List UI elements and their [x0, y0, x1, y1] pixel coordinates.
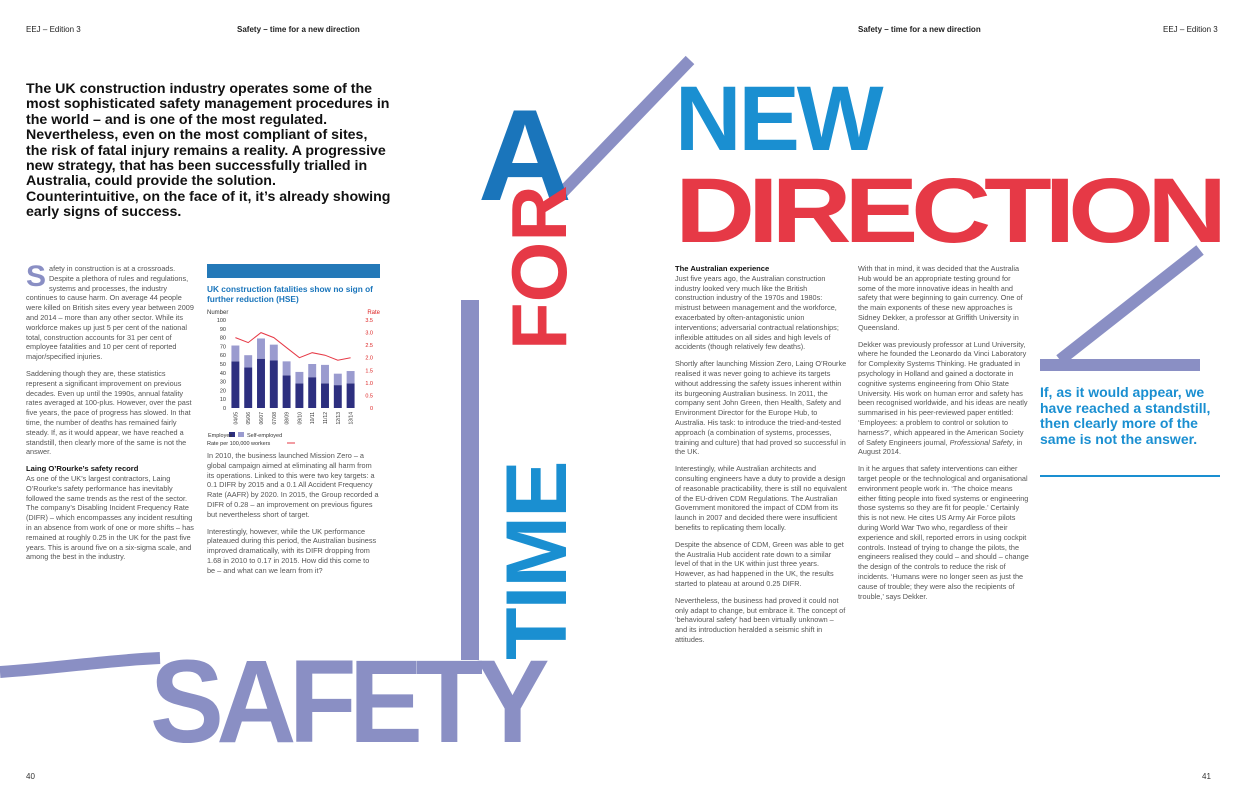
- col3-paragraph-2: Shortly after launching Mission Zero, Laing O’Rourke realised it was never going to achieve its targets without addressing the safety issues inherent within its burgeoning Australian business. In 2011, the company sent John Green, then Health, Safety and Environment Director for the Europe Hub, to Australia. His task: to introduce the tried-and-tested approach (a combination of systems, processes, training and culture) that had proved so successful in the UK.: [675, 359, 847, 457]
- ribbon-stroke: [560, 60, 690, 195]
- intro-standfirst: The UK construction industry operates some of the most sophisticated safety management procedures in the world – and is one of the most regulated. Nevertheless, even on the most compliant of sites, the risk of fatal injury remains a reality. A progressive new strategy, that has been successfully trialled in Australia, could provide the solution. Counterintuitive, on the face of it, it’s already showing early signs of success.: [26, 81, 391, 221]
- chart-xtick: 07/08: [271, 412, 278, 425]
- chart-ytick: 70: [219, 344, 226, 351]
- chart-bar-employee: [347, 383, 355, 408]
- chart-legend-swatch-self-employed: [238, 432, 244, 437]
- chart-bar-self-employed: [321, 365, 329, 383]
- chart-rate-line: [235, 333, 350, 361]
- column-3: [675, 264, 847, 652]
- drop-cap: S: [26, 260, 47, 293]
- chart-xtick: 10/11: [310, 412, 317, 425]
- chart-bar-self-employed: [295, 372, 303, 383]
- chart-xtick: 12/13: [335, 412, 342, 425]
- chart-ytick: 90: [219, 326, 226, 333]
- ribbon-stroke: [1060, 250, 1200, 360]
- chart-title: UK construction fatalities show no sign of further reduction (HSE): [207, 284, 373, 304]
- page-number-right: 41: [1202, 772, 1211, 781]
- chart-bar-employee: [308, 377, 316, 408]
- chart-bar-employee: [270, 360, 278, 408]
- left-edition-label: EEJ – Edition 3: [26, 25, 81, 34]
- fatalities-chart-box: [207, 264, 380, 446]
- col4-paragraph-2: Dekker was previously professor at Lund University, where he founded the Leonardo da Vinci Laboratory for Complexity Systems Thinking. He graduated in psychology in Holland and gained a doctorate in cognitive systems engineering from Ohio State University. His work on human error and safety has been recognised worldwide, and his ideas are neatly summarised in his peer-reviewed paper entitled: ‘Employees: a problem to control or solution to harness?’, which appeared in the American Society of Safety Engineers journal, Professional Safety, in August 2014.: [858, 339, 1028, 457]
- chart-bar-self-employed: [231, 346, 239, 362]
- col3-paragraph-1: Just five years ago, the Australian construction industry looked very much like the British construction industry of the 1970s and 1980s: mistrust between management and the workforce, exacerbated by often-antagonistic union interventions; adversarial contractual relationships; inflexible attitudes on all sides and high levels of accidents (though relatively few deaths).: [675, 273, 839, 352]
- chart-xtick: 06/07: [259, 412, 265, 425]
- chart-y2label: Rate: [367, 310, 380, 316]
- chart-bar-self-employed: [257, 338, 265, 358]
- right-edition-label: EEJ – Edition 3: [1163, 25, 1218, 34]
- pull-quote-rule: [1040, 475, 1220, 477]
- chart-ytick: 0: [222, 406, 226, 412]
- chart-bar-employee: [257, 359, 265, 408]
- chart-ytick: 30: [219, 379, 226, 386]
- chart-ytick: 50: [219, 362, 226, 368]
- chart-legend-employee: Employee: [208, 433, 233, 439]
- chart-bar-self-employed: [308, 364, 316, 377]
- chart-svg: [207, 306, 380, 446]
- chart-bar-employee: [231, 361, 239, 408]
- chart-legend-rate: Rate per 100,000 workers: [207, 441, 271, 446]
- chart-bar-employee: [244, 368, 252, 408]
- chart-xtick: 13/14: [348, 412, 355, 425]
- headline-word-safety: SAFETY: [150, 636, 548, 768]
- col3-paragraph-4: Despite the absence of CDM, Green was able to get the Australia Hub accident rate down to a similar level of that in the UK within just three years. However, as had happened in the UK, the results started to plateau at around 0.25 DIFR.: [675, 539, 844, 588]
- chart-bar-self-employed: [244, 355, 252, 367]
- left-running-title: Safety – time for a new direction: [237, 25, 360, 34]
- ribbon-stroke: [0, 658, 160, 672]
- chart-y2tick: 0: [369, 406, 373, 412]
- chart-ytick: 20: [219, 388, 226, 395]
- chart-y2tick: 1.0: [365, 380, 373, 387]
- col2-paragraph-1: In 2010, the business launched Mission Zero – a global campaign aimed at eliminating all harm from its operations. Linked to this were two key targets: a 0.1 DIFR by 2015 and a 0.1 All Accident Frequency Rate (AAFR) by 2020. In 2015, the Group recorded a DIFR of 0.28 – an improvement on previous figures but nevertheless short of target.: [207, 451, 379, 519]
- chart-bar-self-employed: [334, 374, 342, 385]
- chart-ytick: 40: [219, 370, 226, 377]
- col4-paragraph-3: In it he argues that safety interventions can either target people or the technological and organisational environment people work in. ‘The choice means either fitting people into fixed systems or engineering those systems so they are fit for people.’ Certainly this is not new. He cites US Army Air Force pilots during World War Two who, regardless of their experience and skill, reported errors in using cockpit controls. Instead of trying to change the pilots, the engineers realised they could – and should – change the design of the controls to reduce the risk of incidents. ‘Humans were no longer seen as just the cause of trouble; they were also the recipients of trouble,’ says Dekker.: [858, 464, 1029, 601]
- journal-title: Professional Safety: [949, 437, 1013, 447]
- col3-paragraph-5: Nevertheless, the business had proved it could not only adapt to change, but embrace it. The concept of ‘behavioural safety’ had been virtually unknown – and its introduction heralded a seismic shift in attitudes.: [675, 595, 846, 644]
- chart-ytick: 100: [216, 318, 226, 324]
- headline-word-time: TIME: [489, 462, 585, 660]
- pull-quote: If, as it would appear, we have reached a standstill, then clearly more of the same is not the answer.: [1040, 384, 1211, 447]
- col2-paragraph-2: Interestingly, however, while the UK performance plateaued during this period, the Australian business improved dramatically, with its DIFR dropping from 1.68 in 2010 to 0.17 in 2015. How did this come to be – and what can we learn from it?: [207, 526, 377, 575]
- chart-bar-self-employed: [270, 345, 278, 361]
- chart-xtick: 09/10: [297, 412, 304, 425]
- column-2: [207, 451, 379, 583]
- chart-legend-self-employed: Self-employed: [247, 433, 283, 439]
- chart-y2tick: 2.0: [365, 355, 373, 362]
- column-4: [858, 264, 1030, 608]
- chart-y2tick: 2.5: [365, 343, 373, 350]
- subheading-laing: Laing O’Rourke’s safety record: [26, 464, 139, 474]
- col1-paragraph-3: As one of the UK’s largest contractors, Laing O’Rourke’s safety performance has inevitably followed the same trends as the rest of the sector. The company’s Disabling Incident Frequency Rate (DIFR) – which encompasses any incident resulting in an absence from work of one or more shifts – has remained at roughly 0.25 in the UK for the past five years. This is around five on a six-sigma scale, and among the best in the industry.: [26, 473, 194, 562]
- chart-ytick: 60: [219, 353, 226, 360]
- chart-y2tick: 1.5: [365, 368, 373, 375]
- chart-bar-employee: [283, 375, 291, 408]
- chart-ytick: 10: [219, 397, 226, 404]
- subheading-australian: The Australian experience: [675, 264, 770, 273]
- col3-paragraph-3: Interestingly, while Australian architects and consulting engineers have a duty to provide a design of reasonable practicability, there is still no equivalent of the EU-driven CDM Regulations. The Australian Government monitored the impact of CDM from its launch in 2007 and decided there were insufficient benefits to replicating them locally.: [675, 464, 847, 532]
- chart-y2tick: 0.5: [365, 393, 373, 400]
- headline-word-direction: DIRECTION: [675, 160, 1221, 262]
- headline-word-a: A: [478, 82, 572, 228]
- chart-y2tick: 3.0: [365, 330, 373, 337]
- chart-y2tick: 3.5: [365, 318, 373, 324]
- chart-xtick: 08/09: [284, 412, 291, 425]
- chart-bar-self-employed: [347, 371, 355, 383]
- chart-ylabel: Number: [207, 310, 229, 316]
- chart-xtick: 05/06: [246, 412, 253, 425]
- headline-word-new: NEW: [675, 68, 881, 170]
- chart-header-bar: [207, 264, 380, 278]
- column-1: [26, 260, 196, 569]
- chart-xtick: 04/05: [233, 412, 240, 425]
- chart-ytick: 80: [219, 335, 226, 342]
- chart-xtick: 11/12: [323, 412, 329, 425]
- col1-paragraph-1: afety in construction is at a crossroads. Despite a plethora of rules and regulations, systems and processes, the industry continues to cause harm. On average 44 people were killed on British sites every year between 2009 and 2014 – more than any other sector. While its workforce makes up just 5 per cent of the national total, construction accounts for 31 per cent of employee fatalities and 10 per cent of reported major/specified injuries.: [26, 264, 194, 362]
- chart-bar-employee: [295, 383, 303, 408]
- right-running-title: Safety – time for a new direction: [858, 25, 981, 34]
- col4-paragraph-1: With that in mind, it was decided that the Australia Hub would be an appropriate testing ground for some of the more innovative ideas in health and safety that were beginning to gain currency. One of the main exponents of these new approaches is Sidney Dekker, a professor at Griffith University in Queensland.: [858, 264, 1023, 332]
- chart-bar-self-employed: [283, 361, 291, 375]
- chart-bar-employee: [321, 383, 329, 408]
- col1-paragraph-2: Saddening though they are, these statistics represent a significant improvement on previous decades. Even up until the 1990s, annual fatality rates averaged at 100-plus. However, over the past five years, the pace of progress has slowed. In that time, the number of deaths has remained fairly steady. If, as it would appear, we have reached a standstill, then clearly more of the same is not the answer.: [26, 368, 192, 457]
- headline-word-for: FOR: [495, 185, 583, 350]
- page-number-left: 40: [26, 772, 35, 781]
- chart-bar-employee: [334, 385, 342, 408]
